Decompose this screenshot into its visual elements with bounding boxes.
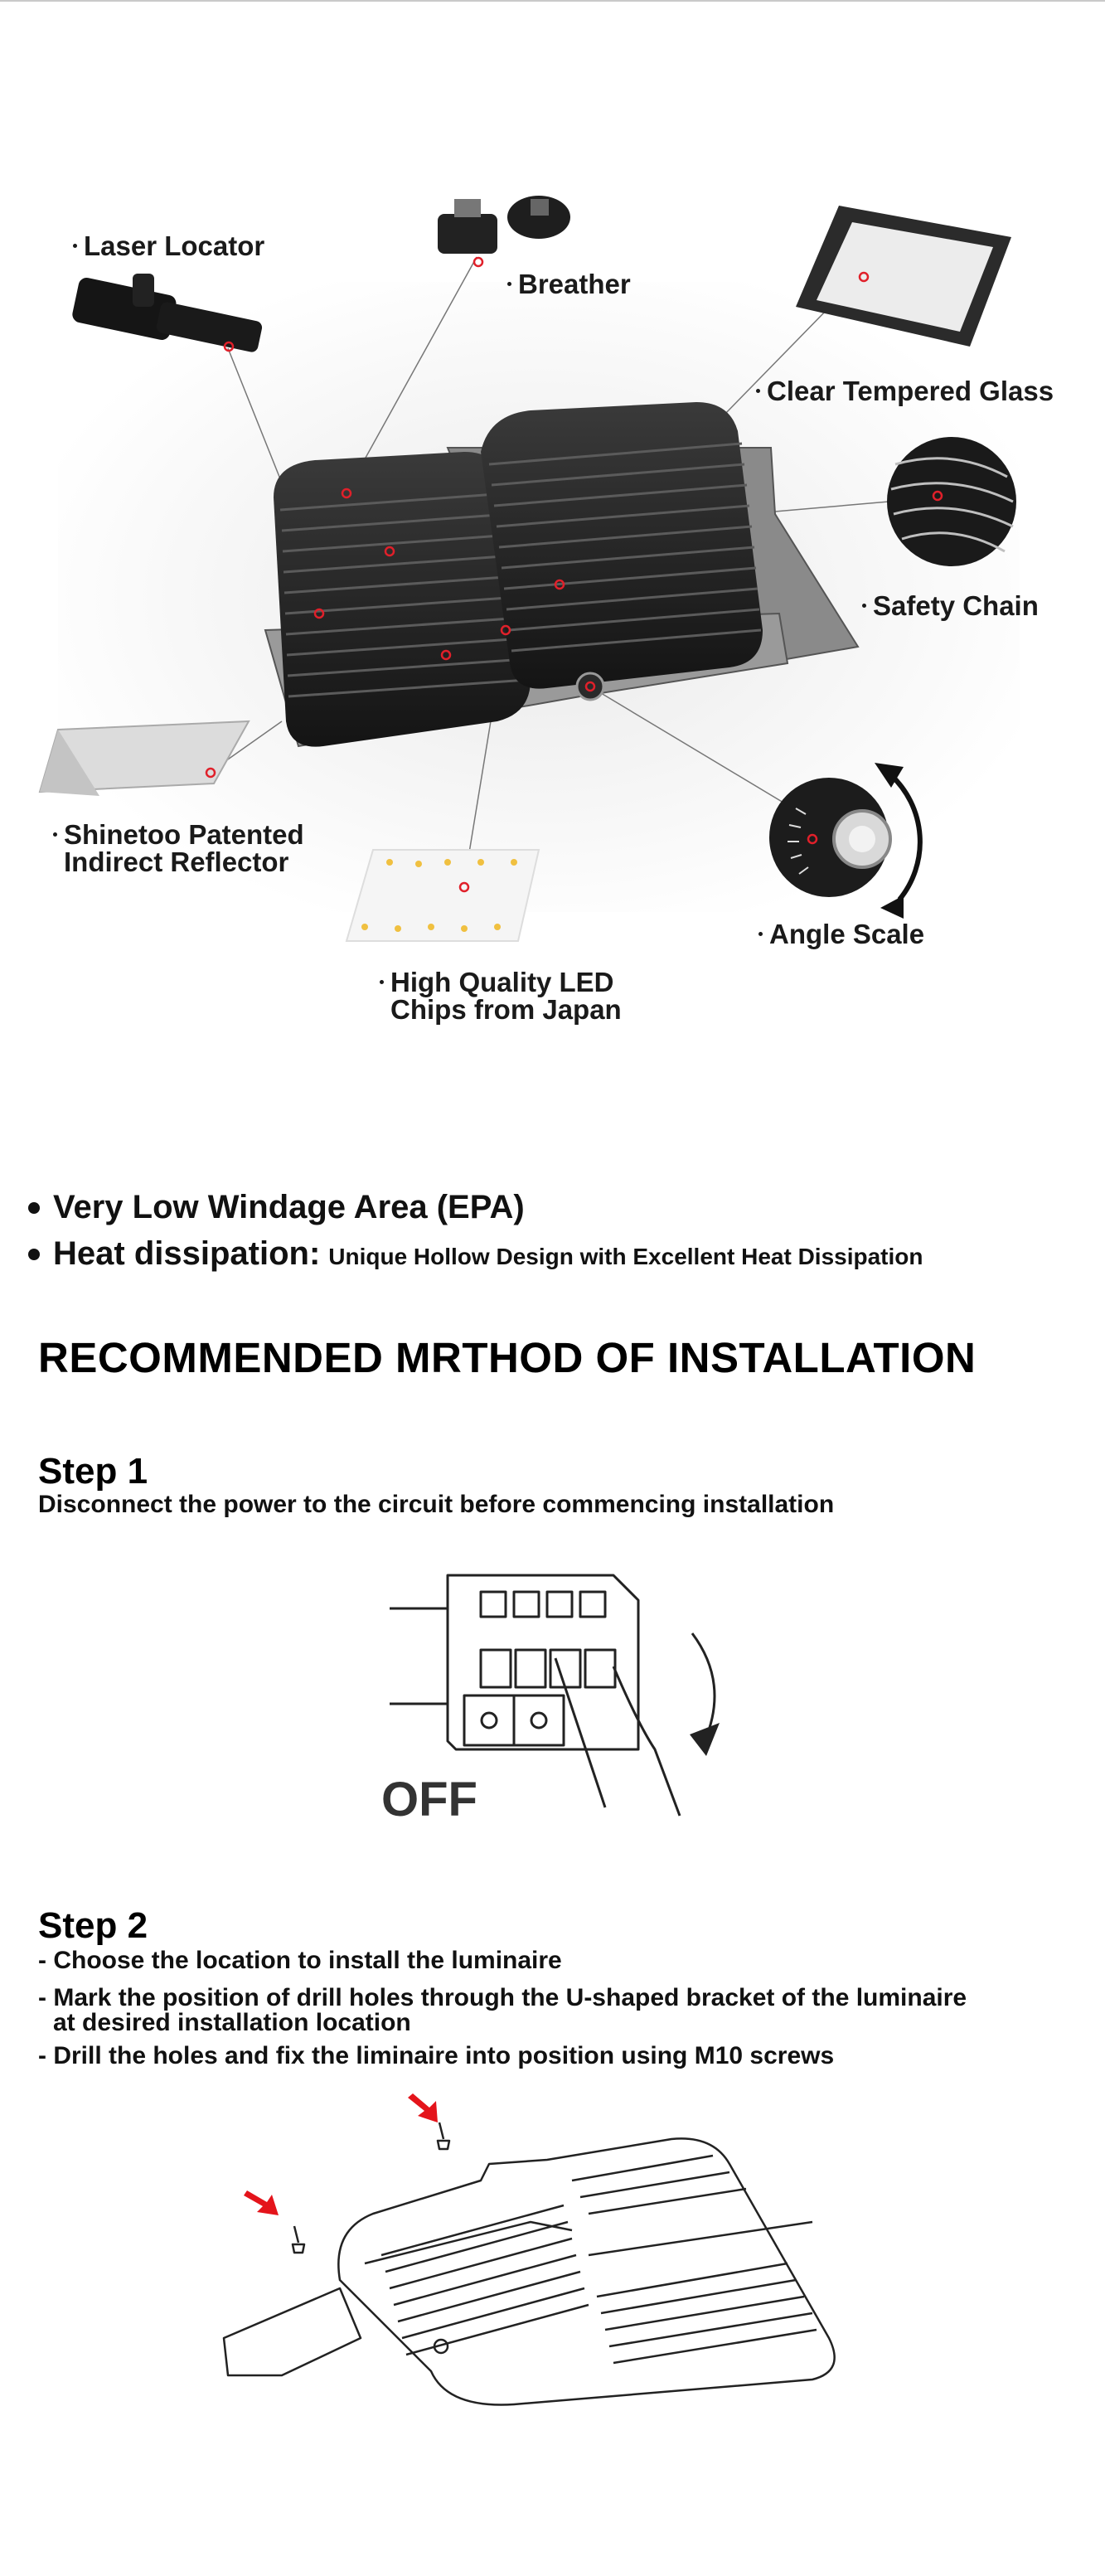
step1-text: Disconnect the power to the circuit before commencing installation [38,1491,835,1518]
step2-line2-part2: at desired installation location [53,2009,411,2036]
off-label: OFF [381,1773,477,1824]
callout-led-chips [380,968,622,1023]
step2-title: Step 2 [38,1905,148,1946]
bullet-dot [758,932,763,936]
breaker-off-illustration [365,1542,729,1824]
bullet-text: Very Low Windage Area (EPA) [53,1189,525,1225]
bullet-dot [53,832,57,837]
callout-reflector [53,821,304,876]
breather-image [438,196,570,266]
step2-line2-part1: - Mark the position of drill holes through the U-shaped bracket of the luminaire [38,1984,967,2011]
bullet-dot [28,1249,40,1260]
callout-laser-locator [73,232,264,260]
step1-title: Step 1 [38,1451,148,1492]
callout-label: High Quality LED [390,967,614,997]
bullet-dot [862,604,866,608]
callout-breather [507,270,631,298]
callout-label: Laser Locator [84,230,265,261]
product-feature-diagram [0,0,1105,1070]
callout-label: Clear Tempered Glass [767,376,1054,406]
led-board-image [347,850,539,941]
callout-label: Breather [518,269,631,299]
callout-label: Angle Scale [769,919,925,949]
safety-chain-image [887,437,1016,566]
bullet-dot [28,1202,40,1214]
bullet-label: Heat dissipation: [53,1235,321,1272]
step2-line2 [38,1986,967,2035]
bullet-detail: Unique Hollow Design with Excellent Heat Dissipation [328,1244,923,1269]
bullet-dot [507,282,511,286]
bullet-dot [380,980,384,984]
bullet-dot [73,244,77,248]
callout-clear-glass [756,377,1054,405]
callout-label: Safety Chain [873,590,1039,621]
bullet-epa [28,1189,525,1226]
bullet-heat-dissipation [28,1235,923,1273]
callout-label-line2: Chips from Japan [390,994,622,1025]
callout-label-line2: Indirect Reflector [64,847,289,877]
callout-angle-scale [758,920,924,948]
step2-line3: - Drill the holes and fix the liminaire into position using M10 screws [38,2042,835,2069]
callout-safety-chain [862,592,1039,619]
bullet-dot [756,389,760,393]
step2-line1: - Choose the location to install the luminaire [38,1947,562,1974]
callout-label: Shinetoo Patented [64,819,304,850]
right-heatsink-module [481,402,763,689]
installation-title: RECOMMENDED MRTHOD OF INSTALLATION [38,1334,977,1381]
mounting-illustration [216,2089,879,2438]
